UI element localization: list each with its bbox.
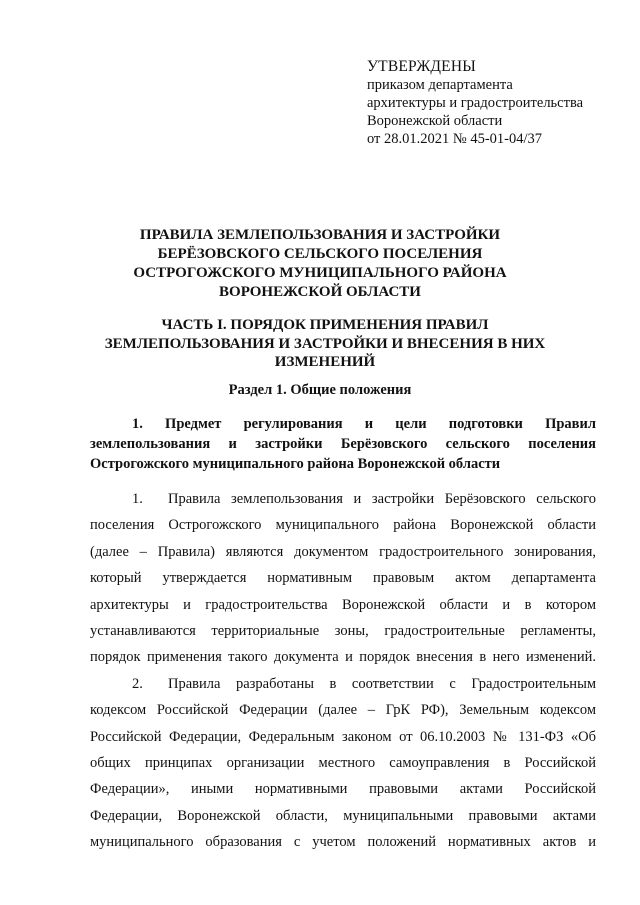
paragraph-line: кодексом Российской Федерации (далее – ГрК РФ), Земельным кодексом [90,702,596,719]
approval-heading: УТВЕРЖДЕНЫ [367,58,476,75]
paragraph-line: общих принципах организации местного самоуправления в Российской [90,755,596,772]
title-line: ПРАВИЛА ЗЕМЛЕПОЛЬЗОВАНИЯ И ЗАСТРОЙКИ [139,227,501,243]
subject-line: землепользования и застройки Берёзовского сельского поселения [90,436,596,452]
paragraph-first-line [90,486,596,512]
subject-heading [90,414,596,474]
paragraph-line: Федерации, Воронежской области, муниципальными правовыми актами [90,807,596,824]
subject-line: 1. Предмет регулирования и цели подготовки Правил [132,416,596,432]
paragraph-number: 1. [132,491,143,507]
title-line: ВОРОНЕЖСКОЙ ОБЛАСТИ [219,284,421,300]
document-title [60,226,580,302]
paragraph-line: (далее – Правила) являются документом градостроительного зонирования, [90,543,596,560]
paragraph-line: Федерации», иными нормативными правовыми актами Российской [90,781,596,798]
paragraph-line: Правила разработаны в соответствии с Градостроительным [168,675,596,692]
part-heading [90,316,560,372]
paragraph-line: поселения Острогожского муниципального района Воронежской области [90,517,596,534]
paragraph-line: который утверждается нормативным правовым актом департамента [90,570,596,587]
section-title: Раздел 1. Общие положения [228,382,412,398]
approval-line: Воронежской области [367,113,503,129]
paragraph-line: Российской Федерации, Федеральным законом от 06.10.2003 № 131-ФЗ «Об [90,728,596,745]
title-line: ОСТРОГОЖСКОГО МУНИЦИПАЛЬНОГО РАЙОНА [133,265,507,281]
paragraph-line: Правила землепользования и застройки Берёзовского сельского [168,491,596,507]
subject-line: Острогожского муниципального района Воронежской области [90,456,501,472]
document-body [90,486,596,856]
title-line: БЕРЁЗОВСКОГО СЕЛЬСКОГО ПОСЕЛЕНИЯ [157,246,483,262]
approval-line: архитектуры и градостроительства [367,95,584,111]
part-line: ЧАСТЬ I. ПОРЯДОК ПРИМЕНЕНИЯ ПРАВИЛ [161,317,489,333]
part-line: ИЗМЕНЕНИЙ [274,354,376,370]
paragraph-line: муниципального образования с учетом положений нормативных актов и [90,834,596,851]
paragraph-number: 2. [132,675,143,692]
paragraph-line: устанавливаются территориальные зоны, градостроительные регламенты, [90,623,596,640]
approval-line: приказом департамента [367,77,513,93]
approval-line: от 28.01.2021 № 45-01-04/37 [367,131,543,147]
approval-stamp [367,58,583,148]
paragraph-first-line [90,671,596,697]
paragraph-line: порядок применения такого документа и порядок внесения в него изменений. [90,649,596,666]
part-line: ЗЕМЛЕПОЛЬЗОВАНИЯ И ЗАСТРОЙКИ И ВНЕСЕНИЯ В НИХ [104,335,546,352]
paragraph-line: архитектуры и градостроительства Воронежской области и в котором [90,596,596,613]
